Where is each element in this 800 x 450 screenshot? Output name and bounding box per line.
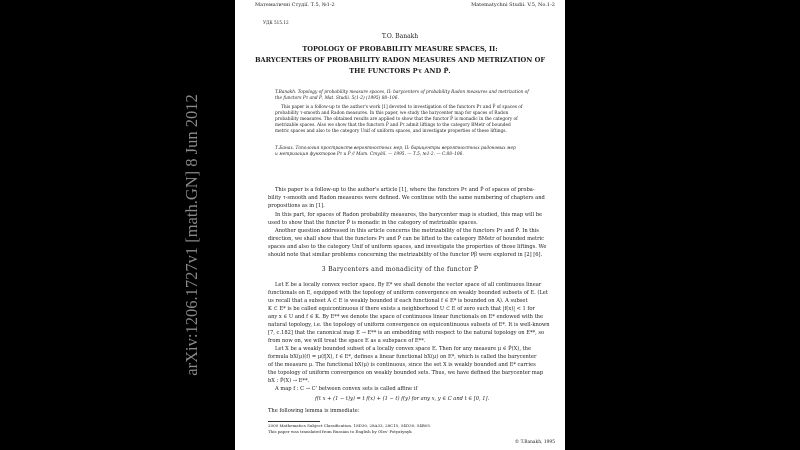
arxiv-stamp: arXiv:1206.1727v1 [math.GN] 8 Jun 2012 — [182, 94, 201, 376]
section-line: formula bX(μ)(f) = μ(f|X), f ∈ E*, defines a linear functional bX(μ) on E*, which is called the barycenter — [268, 354, 537, 360]
section-line: any x ∈ U and f ∈ K. By E** we denote the space of continuous linear functionals on E* endowed with the — [268, 314, 544, 320]
section-line: from now on, we will treat the space E as a subspace of E**. — [268, 338, 426, 344]
udc-code: УДК 515.12 — [263, 20, 289, 25]
footnote-rule — [268, 421, 320, 422]
section-line: natural topology, i.e. the topology of uniform convergence on equicontinuous subsets of E*. It is well-known — [268, 322, 550, 328]
running-header-left: Математичні Студії. Т.5, №1-2 — [255, 2, 335, 8]
abstract-citation: the functors Pτ and P̂, Mat. Studii. 5(1-2) (1995) 88–106. — [275, 96, 399, 101]
intro-line: should note that similar problems concerning the metrizability of the functor Pβ were explored in [2] [6]. — [268, 252, 543, 258]
paper-page — [235, 0, 565, 450]
title-line: TOPOLOGY OF PROBABILITY MEASURE SPACES, II: — [302, 45, 498, 53]
intro-line: spaces and also to the category Unif of uniform spaces, and investigate the properties of those liftings. We — [268, 244, 547, 250]
intro-line: In this part, for spaces of Radon probability measures, the barycenter map is studied, this map will be — [275, 212, 543, 218]
abstract-ukrainian: Т.Банах. Топология пространств вероятностных мер, II: барицентры вероятностных радоновых мер — [275, 146, 516, 151]
intro-line: propositions as in [1]. — [268, 203, 325, 209]
intro-line: This paper is a follow-up to the author's article [1], where the functors Pτ and P̂ of spaces of proba- — [275, 187, 535, 193]
affine-formula: f(t x + (1 − t)y) = t f(x) + (1 − t) f(y) for any x, y ∈ C and t ∈ [0, 1]. — [315, 396, 490, 402]
author-name: T.O. Banakh — [381, 33, 419, 40]
section-line: bX : P̂(X) → E**. — [268, 378, 310, 384]
section-line: Let X be a weakly bounded subset of a locally convex space E. Then for any measure μ ∈ P̂(X), the — [275, 346, 532, 352]
lemma-intro: The following lemma is immediate: — [268, 408, 360, 414]
section-line: Let E be a locally convex vector space. By E* we shall denote the vector space of all continuous linear — [275, 282, 542, 288]
title-line: BARYCENTERS OF PROBABILITY RADON MEASURES AND METRIZATION OF — [254, 56, 546, 64]
section-line: K ⊂ E* is be called equicontinuous if there exists a neighborhood U ⊂ E of zero such that |f(x)| < 1 for — [268, 306, 535, 312]
abstract-line: metric spaces and also to the category Unif of uniform spaces, and investigate properties of these liftings. — [275, 129, 507, 134]
footnote: 2000 Mathematics Subject Classification. 18D30, 28A33, 28C15, 54D30, 54B05. — [268, 423, 432, 428]
copyright: © T.Banakh, 1995 — [514, 440, 555, 445]
running-header-right: Matematychni Studii. V.5, No.1-2 — [471, 2, 555, 8]
abstract-citation: T.Banakh. Topology of probability measure spaces, II: barycenters of probability Radon measures and metrization of — [275, 90, 529, 95]
abstract-ukrainian: и метризация функторов Pτ и P̂ // Мат. Студії. — 1995. — Т.5, №1-2. — C.88–106. — [275, 152, 464, 157]
footnote: This paper was translated from Russian to English by Oles' Potyatynyk — [268, 429, 412, 434]
intro-line: Another question addressed in this article concerns the metrizability of the functors Pτ and P̂. In this — [275, 228, 539, 234]
abstract-line: metrizable spaces. Also we show that the functors P̂ and Pτ admit liftings to the category BMetr of bounded — [275, 123, 511, 128]
section-line: us recall that a subset A ⊂ E is weakly bounded if each functional f ∈ E* is bounded on A). A subset — [268, 298, 528, 304]
section-line: functionals on E, equipped with the topology of uniform convergence on weakly bounded subsets of E. (Let — [268, 290, 548, 296]
section-line: A map f : C → C' between convex sets is called affine if — [275, 386, 418, 392]
abstract-line: This paper is a follow-up to the author's work [1] devoted to investigation of the functors Pτ and P̂ of spaces of — [281, 105, 523, 110]
intro-line: bility τ-smooth and Radon measures were defined. We continue with the same numbering of chapters and — [268, 195, 545, 201]
intro-line: used to show that the functor P̂ is monadic in the category of metrizable spaces. — [268, 220, 478, 226]
abstract-line: probability measures. The obtained results are applied to show that the functor P̂ is monadic in the category of — [275, 117, 518, 122]
section-line: the topology of uniform convergence on weakly bounded sets. Thus, we have defined the barycenter map — [268, 370, 544, 376]
intro-line: direction, we shall show that the functors Pτ and P̂ can be lifted to the category BMetr of bounded metric — [268, 236, 545, 242]
section-line: [7, c.182] that the canonical map E → E** is an embedding with respect to the natural topology on E**, so — [268, 330, 545, 336]
section-line: of the measure μ. The functional bX(μ) is continuous, since the set X is weakly bounded and E* carries — [268, 362, 536, 368]
abstract-line: probability τ-smooth and Radon measures. In this paper, we study the barycenter map for spaces of Radon — [275, 111, 509, 116]
title-line: THE FUNCTORS Pτ AND P̂. — [349, 67, 451, 75]
section-heading: 3 Barycenters and monadicity of the functor P̂ — [321, 266, 479, 273]
